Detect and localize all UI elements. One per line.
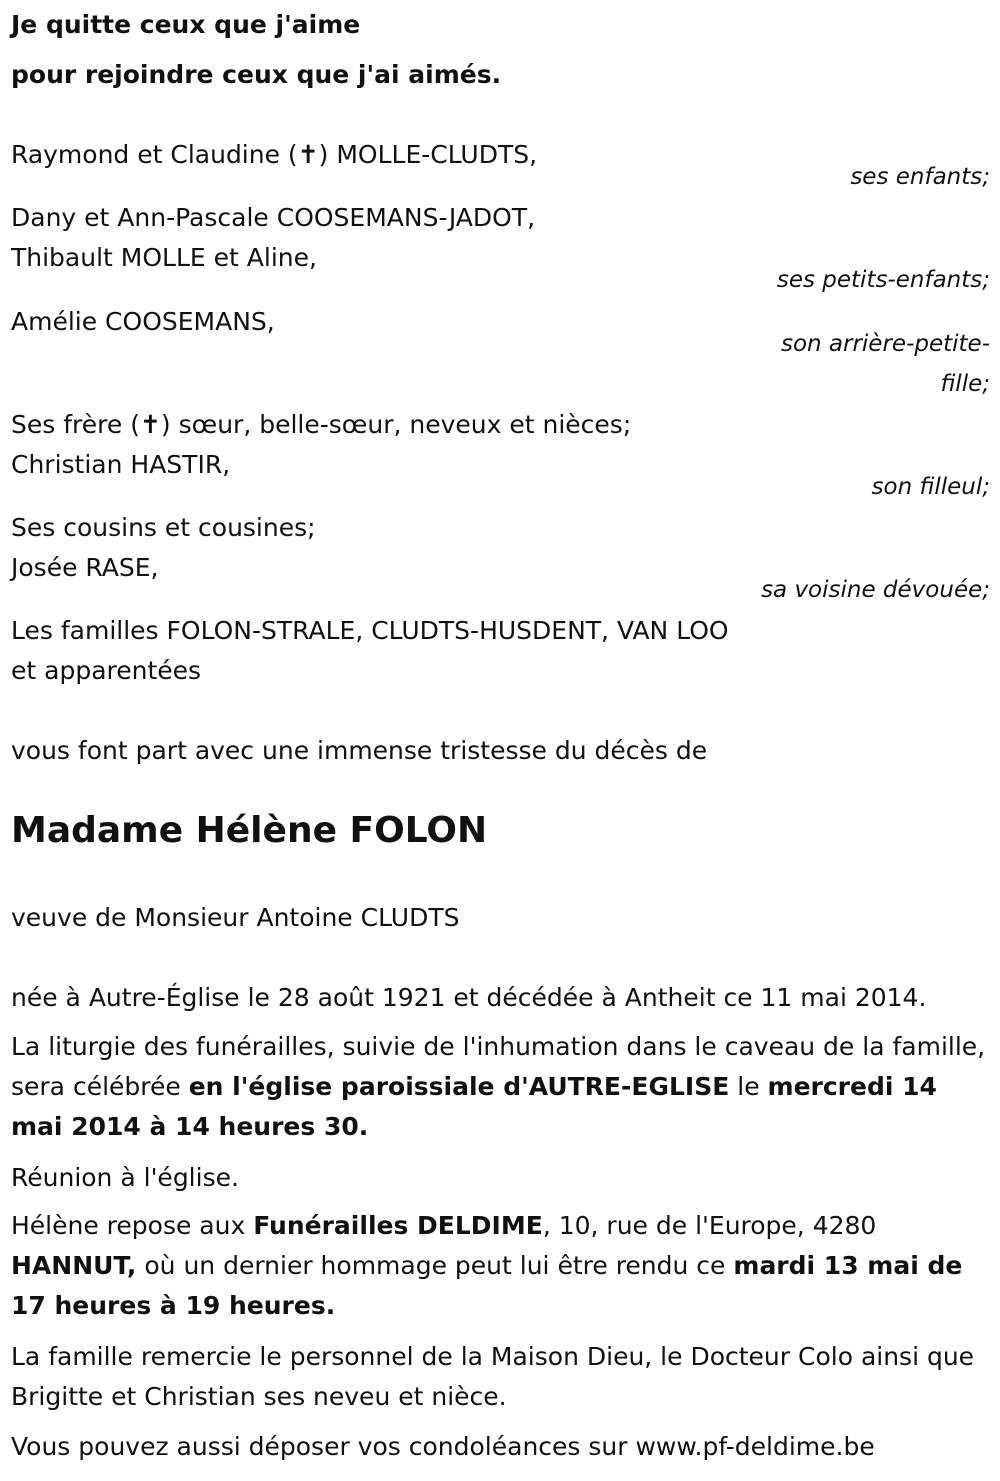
visitation-text-3: où un dernier hommage peut lui être rendu ce [136,1251,734,1280]
widow-of: veuve de Monsieur Antoine CLUDTS [11,903,460,932]
condolences: Vous pouvez aussi déposer vos condoléances sur www.pf-deldime.be [11,1432,875,1461]
announcement: vous font part avec une immense tristesse du décès de [11,736,708,765]
families-line-2: et apparentées [11,656,202,685]
funeral-paragraph [11,1027,996,1147]
great-grandchild-role-2: fille; [940,371,990,397]
grandchildren-line-1: Dany et Ann-Pascale COOSEMANS-JADOT, [11,203,536,232]
visitation-city: HANNUT, [11,1251,137,1280]
children-line [11,140,537,169]
godson-line: Christian HASTIR, [11,450,231,479]
grandchildren-line-2: Thibault MOLLE et Aline, [11,243,317,272]
visitation-date: mardi 13 mai de 17 heures à 19 heures. [11,1251,963,1320]
funeral-text-2: le [729,1072,768,1101]
visitation-text-1: Hélène repose aux [11,1211,254,1240]
epigraph-line-2: pour rejoindre ceux que j'ai aimés. [11,60,502,89]
funeral-place: en l'église paroissiale d'AUTRE-EGLISE [188,1072,730,1101]
siblings-text-pre: Ses frère ( [11,410,140,439]
funeral-text-1: La liturgie des funérailles, suivie de l'inhumation dans le caveau de la famille, sera célébrée [11,1032,986,1101]
visitation-paragraph [11,1206,996,1326]
godson-role: son filleul; [871,474,990,500]
children-role: ses enfants; [850,164,990,190]
visitation-text-2: , 10, rue de l'Europe, 4280 [542,1211,877,1240]
families-line-1: Les familles FOLON-STRALE, CLUDTS-HUSDENT, VAN LOO [11,616,729,645]
cousins-line: Ses cousins et cousines; [11,513,316,542]
neighbour-role: sa voisine dévouée; [761,577,990,603]
children-text-pre: Raymond et Claudine ( [11,140,298,169]
neighbour-line: Josée RASE, [11,553,159,582]
birth-death: née à Autre-Église le 28 août 1921 et décédée à Antheit ce 11 mai 2014. [11,983,927,1012]
cross-icon: ✝ [139,410,161,439]
deceased-name: Madame Hélène FOLON [11,810,488,851]
cross-icon: ✝ [297,140,319,169]
siblings-line [11,410,631,439]
meeting: Réunion à l'église. [11,1163,239,1192]
siblings-text-post: ) sœur, belle-sœur, neveux et nièces; [160,410,632,439]
great-grandchild-line: Amélie COOSEMANS, [11,307,275,336]
grandchildren-role: ses petits-enfants; [776,267,990,293]
funeral-date: mercredi 14 mai 2014 à 14 heures 30. [11,1072,937,1141]
funeral-home: Funérailles DELDIME [253,1211,543,1240]
children-text-post: ) MOLLE-CLUDTS, [318,140,538,169]
thanks-paragraph: La famille remercie le personnel de la Maison Dieu, le Docteur Colo ainsi que Brigitte et Christian ses neveu et nièce. [11,1342,975,1411]
great-grandchild-role-1: son arrière-petite- [780,331,990,357]
epigraph-line-1: Je quitte ceux que j'aime [11,10,361,39]
